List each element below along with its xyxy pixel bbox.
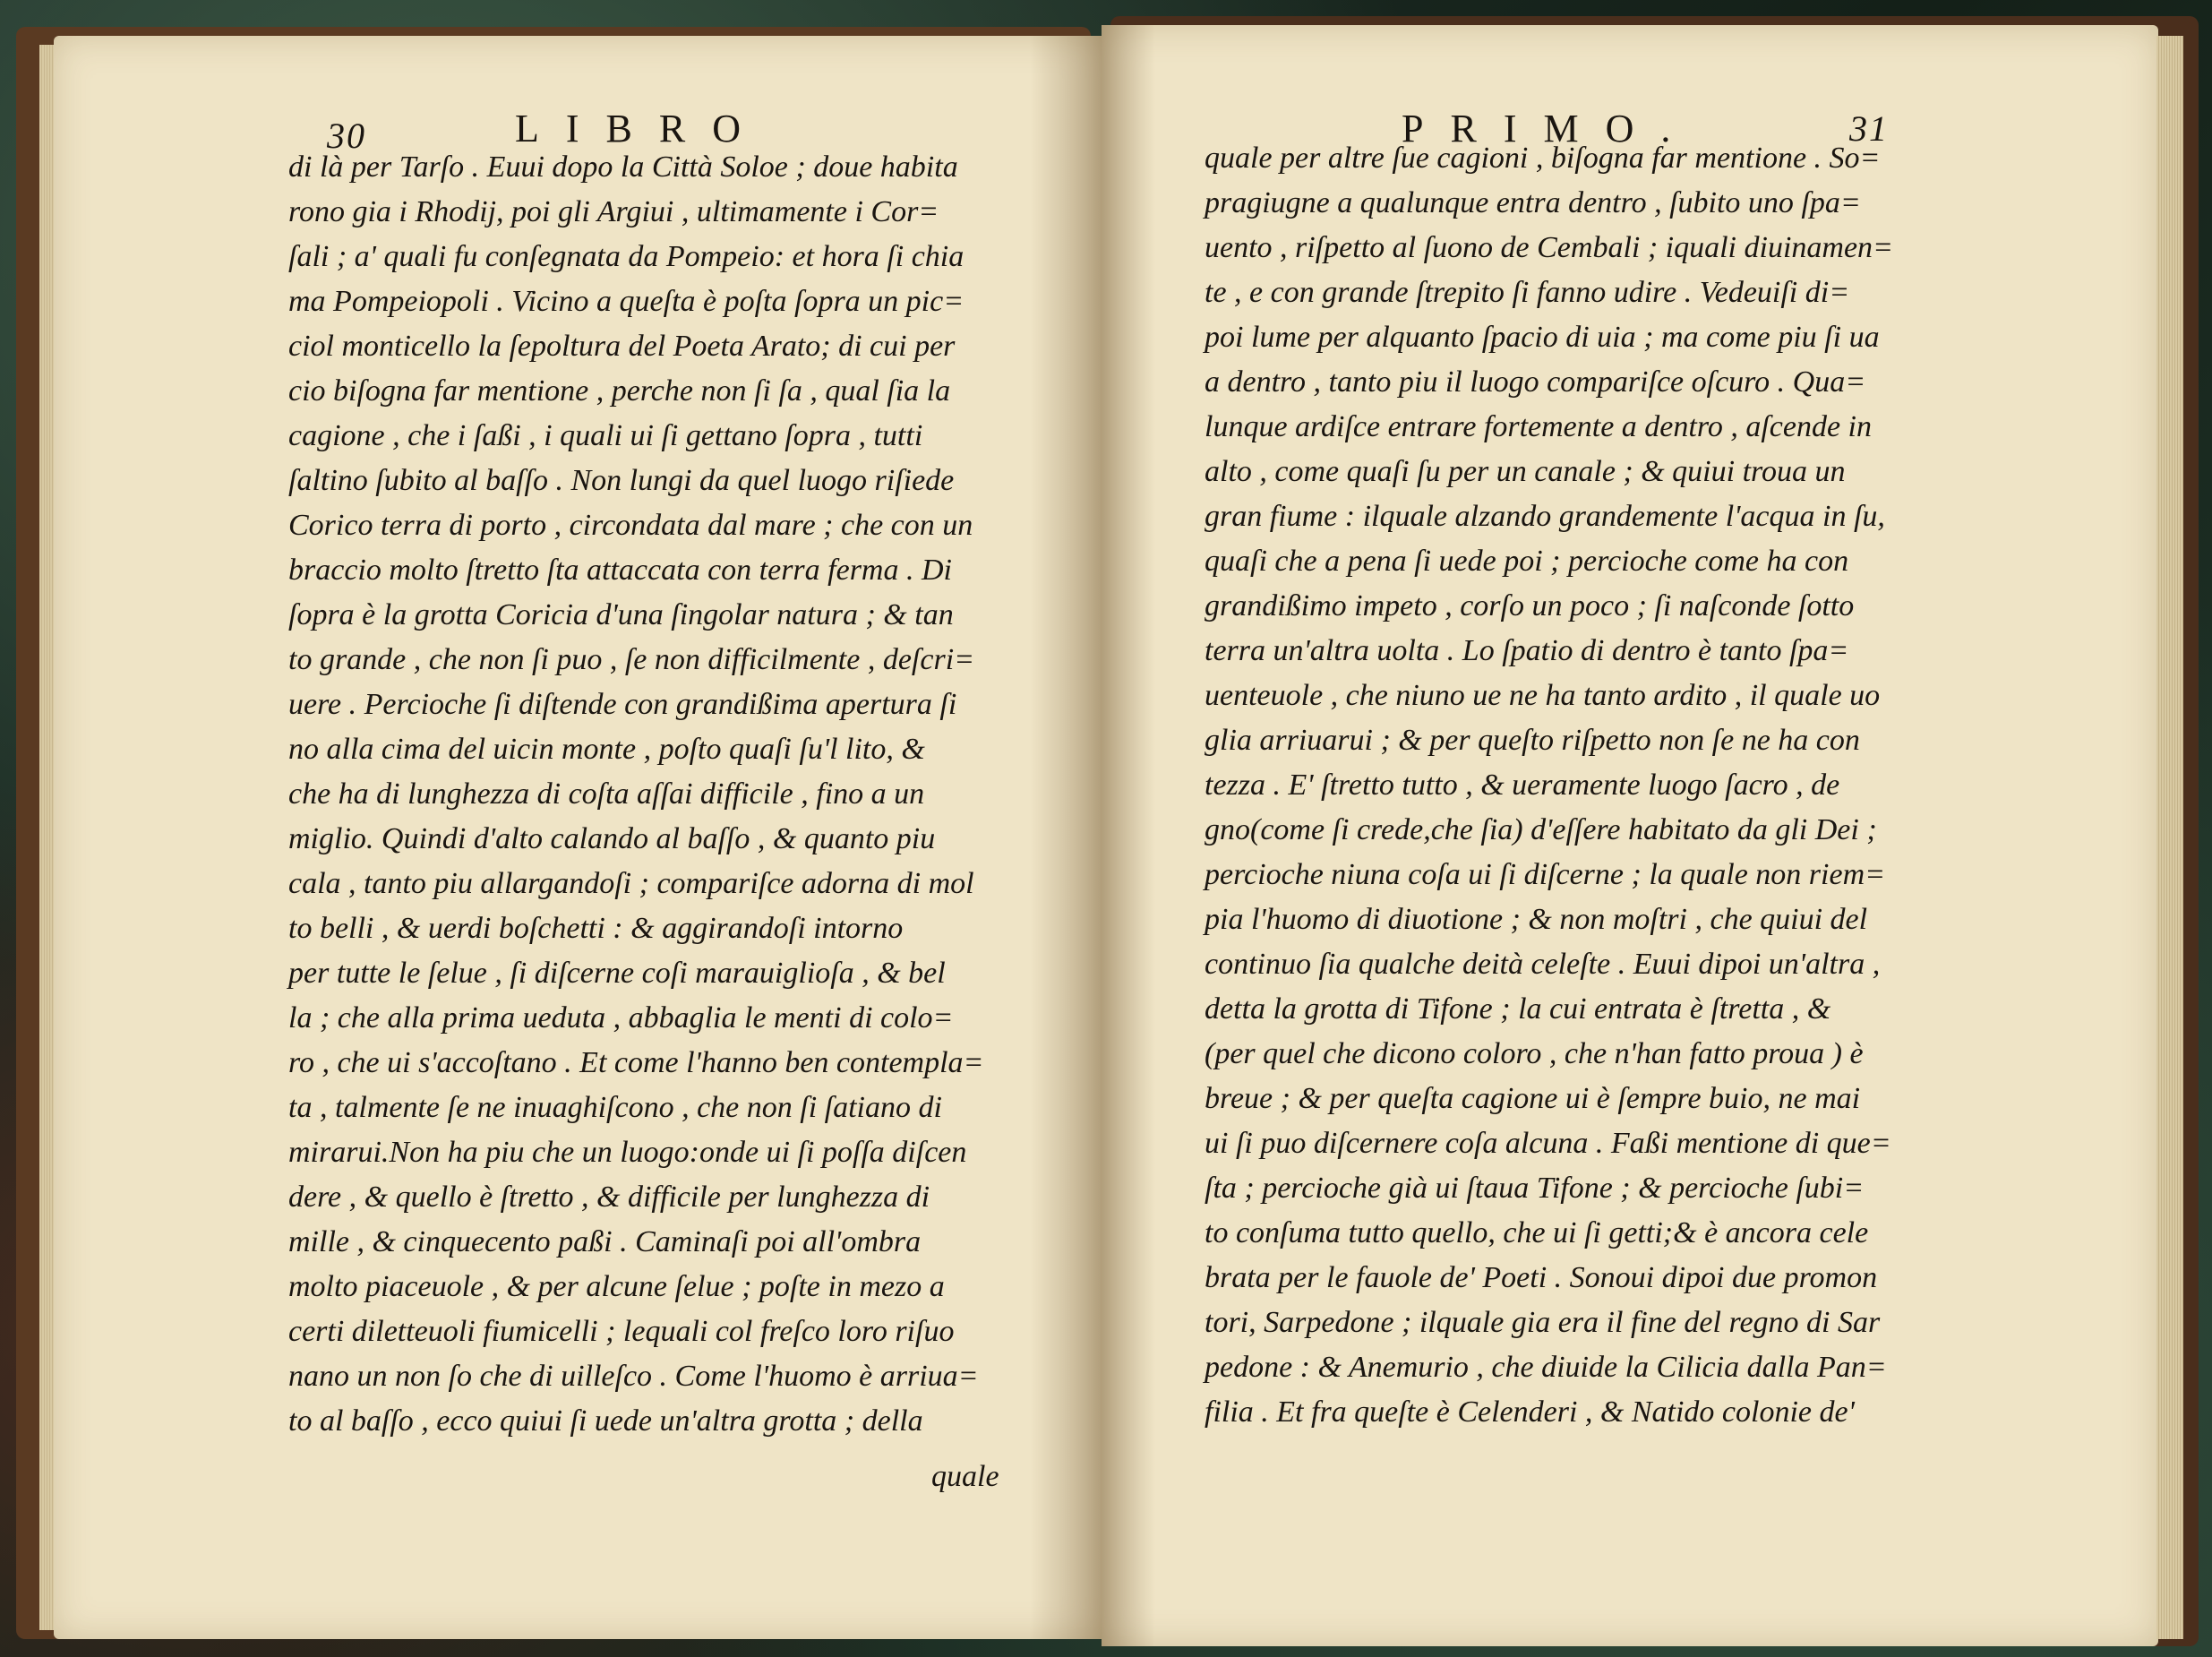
text-line: cio biſogna far mentione , perche non ſi ſa , qual ſia la	[288, 374, 951, 408]
text-line: percioche niuna coſa ui ſi diſcerne ; la quale non riem=	[1205, 858, 1886, 891]
text-line: cala , tanto piu allargandoſi ; compariſce adorna di mol	[288, 867, 974, 900]
text-line: ta , talmente ſe ne inuaghiſcono , che non ſi ſatiano di	[288, 1091, 942, 1124]
right-text-column	[1205, 136, 1948, 1435]
text-line: tezza . E' ſtretto tutto , & ueramente luogo ſacro , de	[1205, 768, 1840, 802]
text-line: rono gia i Rhodij, poi gli Argiui , ultimamente i Cor=	[288, 195, 939, 228]
page-edges-right	[2156, 36, 2183, 1639]
text-line: tori, Sarpedone ; ilquale gia era il fine del regno di Sar	[1205, 1306, 1881, 1339]
text-line: brata per le fauole de' Poeti . Sonoui dipoi due promon	[1205, 1261, 1878, 1294]
text-line: to belli , & uerdi boſchetti : & aggirandoſi intorno	[288, 912, 904, 945]
running-head-right: PRIMO.	[1402, 107, 1698, 150]
text-line: poi lume per alquanto ſpacio di uia ; ma come piu ſi ua	[1205, 321, 1880, 354]
text-line: per tutte le ſelue , ſi diſcerne coſi marauiglioſa , & bel	[288, 957, 946, 990]
text-line: pia l'huomo di diuotione ; & non moſtri , che quiui del	[1205, 903, 1868, 936]
text-line: che ha di lunghezza di coſta aſſai difficile , fino a un	[288, 777, 925, 811]
text-line: ui ſi puo diſcernere coſa alcuna . Faßi mentione di que=	[1205, 1127, 1891, 1160]
page-number-right: 31	[1849, 108, 1889, 149]
text-line: cagione , che i ſaßi , i quali ui ſi gettano ſopra , tutti	[288, 419, 923, 452]
text-line: detta la grotta di Tifone ; la cui entrata è ſtretta , &	[1205, 992, 1831, 1026]
text-line: to grande , che non ſi puo , ſe non difficilmente , deſcri=	[288, 643, 975, 676]
text-line: grandißimo impeto , corſo un poco ; ſi naſconde ſotto	[1205, 589, 1855, 622]
text-line: quale per altre ſue cagioni , biſogna far mentione . So=	[1205, 142, 1881, 175]
text-line: molto piaceuole , & per alcune ſelue ; poſte in mezo a	[288, 1270, 945, 1303]
text-line: a dentro , tanto piu il luogo compariſce oſcuro . Qua=	[1205, 365, 1866, 399]
text-line: filia . Et fra queſte è Celenderi , & Natido colonie de'	[1205, 1395, 1855, 1429]
gutter-shadow-right	[1102, 25, 1155, 1646]
catchword: quale	[931, 1460, 999, 1493]
text-line: ſta ; percioche già ui ſtaua Tifone ; & percioche ſubi=	[1205, 1172, 1865, 1205]
left-text-column	[288, 145, 1076, 1444]
text-line: uere . Percioche ſi diſtende con grandißima apertura ſi	[288, 688, 957, 721]
text-line: ciol monticello la ſepoltura del Poeta Arato; di cui per	[288, 330, 956, 363]
text-line: di là per Tarſo . Euui dopo la Città Soloe ; doue habita	[288, 150, 958, 184]
text-line: gno(come ſi crede,che ſia) d'eſſere habitato da gli Dei ;	[1205, 813, 1877, 846]
text-line: breue ; & per queſta cagione ui è ſempre buio, ne mai	[1205, 1082, 1861, 1115]
text-line: no alla cima del uicin monte , poſto quaſi ſu'l lito, &	[288, 733, 925, 766]
text-line: miglio. Quindi d'alto calando al baſſo , & quanto piu	[288, 822, 936, 855]
text-line: dere , & quello è ſtretto , & difficile per lunghezza di	[288, 1181, 930, 1214]
text-line: continuo ſia qualche deità celeſte . Euui dipoi un'altra ,	[1205, 948, 1881, 981]
text-line: te , e con grande ſtrepito ſi fanno udire . Vedeuiſi di=	[1205, 276, 1850, 309]
text-line: alto , come quaſi ſu per un canale ; & quiui troua un	[1205, 455, 1846, 488]
text-line: gran fiume : ilquale alzando grandemente l'acqua in ſu,	[1205, 500, 1885, 533]
text-line: (per quel che dicono coloro , che n'han fatto proua ) è	[1205, 1037, 1864, 1070]
text-line: ſopra è la grotta Coricia d'una ſingolar natura ; & tan	[288, 598, 954, 631]
text-line: pedone : & Anemurio , che diuide la Cilicia dalla Pan=	[1205, 1351, 1887, 1384]
text-line: mille , & cinquecento paßi . Caminaſi poi all'ombra	[288, 1225, 922, 1258]
text-line: mirarui.Non ha piu che un luogo:onde ui ſi poſſa diſcen	[288, 1136, 967, 1169]
text-line: to al baſſo , ecco quiui ſi uede un'altra grotta ; della	[288, 1404, 923, 1438]
text-line: nano un non ſo che di uilleſco . Come l'huomo è arriua=	[288, 1360, 979, 1393]
text-line: glia arriuarui ; & per queſto riſpetto non ſe ne ha con	[1205, 724, 1860, 757]
text-line: to conſuma tutto quello, che ui ſi getti;& è ancora cele	[1205, 1216, 1869, 1249]
text-line: ro , che ui s'accoſtano . Et come l'hanno ben contempla=	[288, 1046, 984, 1079]
text-line: braccio molto ſtretto ſta attaccata con terra ferma . Di	[288, 554, 952, 587]
text-line: terra un'altra uolta . Lo ſpatio di dentro è tanto ſpa=	[1205, 634, 1849, 667]
text-line: uento , riſpetto al ſuono de Cembali ; iquali diuinamen=	[1205, 231, 1893, 264]
text-line: ma Pompeiopoli . Vicino a queſta è poſta ſopra un pic=	[288, 285, 965, 318]
text-line: quaſi che a pena ſi uede poi ; percioche come ha con	[1205, 545, 1849, 578]
text-line: lunque ardiſce entrare fortemente a dentro , aſcende in	[1205, 410, 1872, 443]
text-line: ſali ; a' quali fu conſegnata da Pompeio: et hora ſi chia	[288, 240, 965, 273]
running-head-left: LIBRO	[515, 107, 767, 150]
text-line: la ; che alla prima ueduta , abbaglia le menti di colo=	[288, 1001, 954, 1035]
page-number-left: 30	[327, 116, 366, 156]
text-line: uenteuole , che niuno ue ne ha tanto ardito , il quale uo	[1205, 679, 1881, 712]
text-line: pragiugne a qualunque entra dentro , ſubito uno ſpa=	[1205, 186, 1861, 219]
text-line: ſaltino ſubito al baſſo . Non lungi da quel luogo riſiede	[288, 464, 955, 497]
text-line: certi diletteuoli fiumicelli ; lequali col freſco loro riſuo	[288, 1315, 955, 1348]
text-line: Corico terra di porto , circondata dal mare ; che con un	[288, 509, 973, 542]
